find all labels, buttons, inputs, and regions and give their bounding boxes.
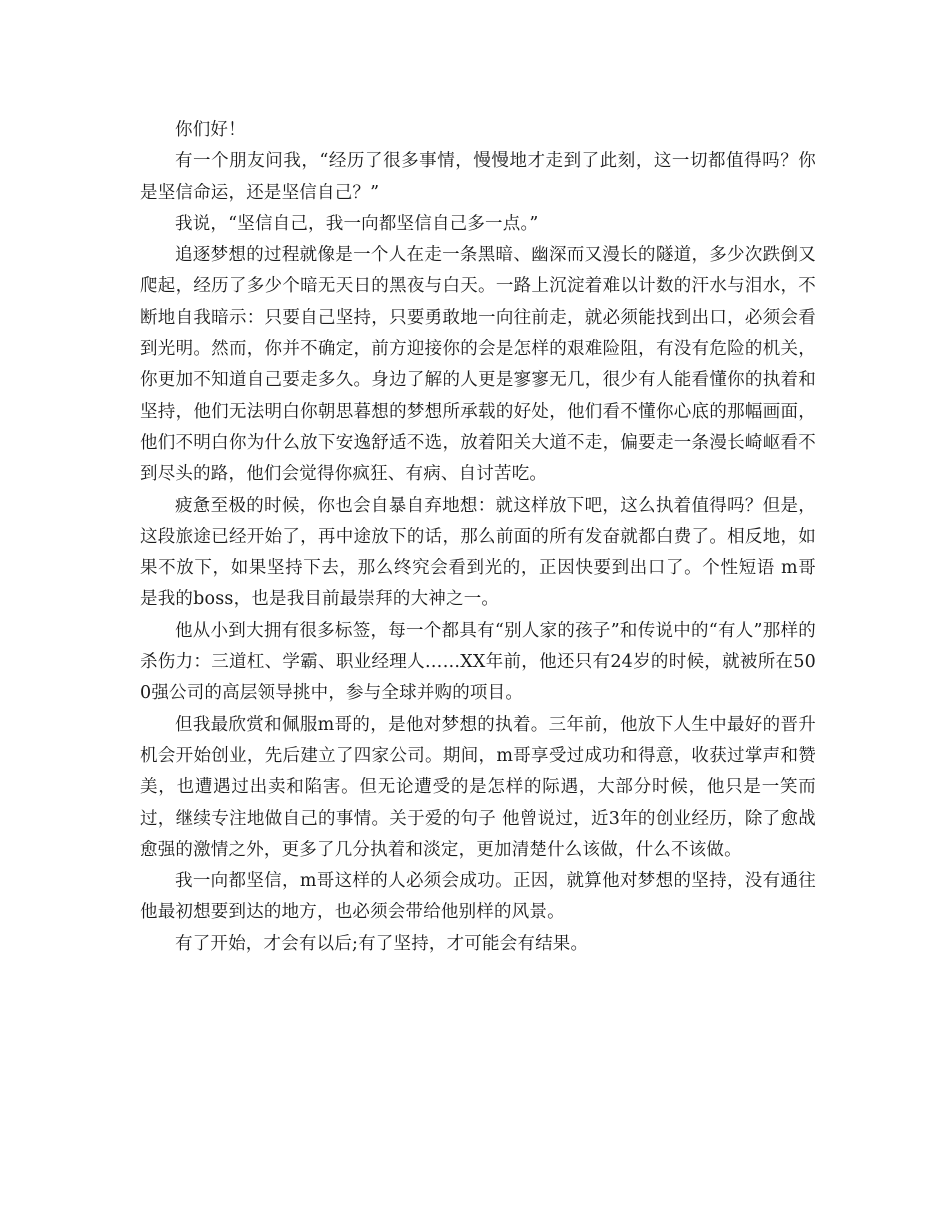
- paragraph: 有一个朋友问我，“经历了很多事情，慢慢地才走到了此刻，这一切都值得吗？你是坚信命运，还是坚信自己？”: [140, 151, 816, 203]
- greeting: 你们好！: [175, 120, 246, 140]
- paragraph: 疲惫至极的时候，你也会自暴自弃地想：就这样放下吧，这么执着值得吗？但是，这段旅途已经开始了，再中途放下的话，那么前面的所有发奋就都白费了。相反地，如果不放下，如果坚持下去，那么终究会看到光的，正因快要到出口了。个性短语 m哥是我的boss，也是我目前最崇拜的大神之一。: [140, 495, 816, 610]
- paragraph: 我说，“坚信自己，我一向都坚信自己多一点。”: [175, 213, 539, 234]
- paragraph: 他从小到大拥有很多标签，每一个都具有“别人家的孩子”和传说中的“有人”那样的杀伤力：三道杠、学霸、职业经理人……XX年前，他还只有24岁的时候，就被所在500强公司的高层领导挑中，参与全球并购的项目。: [140, 620, 816, 704]
- paragraph: 有了开始，才会有以后;有了坚持，才可能会有结果。: [175, 933, 589, 954]
- document-page: [140, 115, 816, 960]
- paragraph: 但我最欣赏和佩服m哥的，是他对梦想的执着。三年前，他放下人生中最好的晋升机会开始创业，先后建立了四家公司。期间，m哥享受过成功和得意，收获过掌声和赞美，也遭遇过出卖和陷害。但无论遭受的是怎样的际遇，大部分时候，他只是一笑而过，继续专注地做自己的事情。关于爱的句子 他曾说过，近3年的创业经历，除了愈战愈强的激情之外，更多了几分执着和淡定，更加清楚什么该做，什么不该做。: [140, 714, 816, 860]
- paragraph: 追逐梦想的过程就像是一个人在走一条黑暗、幽深而又漫长的隧道，多少次跌倒又爬起，经历了多少个暗无天日的黑夜与白天。一路上沉淀着难以计数的汗水与泪水，不断地自我暗示：只要自己坚持，只要勇敢地一向往前走，就必须能找到出口，必须会看到光明。然而，你并不确定，前方迎接你的会是怎样的艰难险阻，有没有危险的机关，你更加不知道自己要走多久。身边了解的人更是寥寥无几，很少有人能看懂你的执着和坚持，他们无法明白你朝思暮想的梦想所承载的好处，他们看不懂你心底的那幅画面，他们不明白你为什么放下安逸舒适不选，放着阳关大道不走，偏要走一条漫长崎岖看不到尽头的路，他们会觉得你疯狂、有病、自讨苦吃。: [140, 245, 816, 485]
- paragraph: 我一向都坚信，m哥这样的人必须会成功。正因，就算他对梦想的坚持，没有通往他最初想要到达的地方，也必须会带给他别样的风景。: [140, 871, 816, 923]
